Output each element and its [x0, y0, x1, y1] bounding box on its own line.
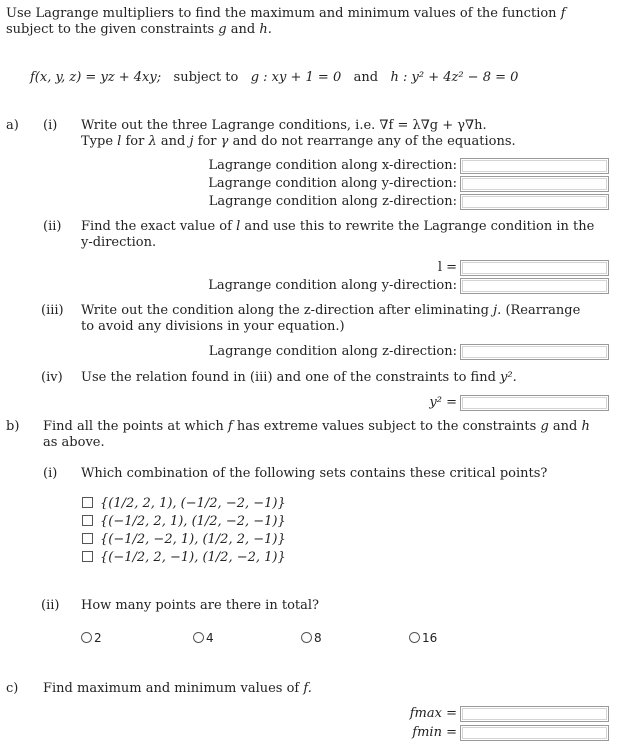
checkbox[interactable] [82, 551, 93, 562]
cond-x-input[interactable] [460, 158, 609, 174]
part-c-line1: Find maximum and minimum values of f. [43, 681, 312, 696]
part-b-label: b) [6, 419, 20, 434]
part-a-ii-line1: Find the exact value of l and use this to rewrite the Lagrange condition in the [81, 219, 595, 234]
count-option-16[interactable]: 16 [409, 630, 437, 646]
radio-button[interactable] [193, 632, 204, 643]
part-a-iv-label: (iv) [41, 370, 63, 385]
l-eq-label: l = [437, 260, 457, 275]
part-a-i-line1: Write out the three Lagrange conditions, i.e. ∇f = λ∇g + γ∇h. [81, 118, 487, 133]
part-b-i-label: (i) [43, 466, 58, 481]
part-b-line2: as above. [43, 435, 105, 450]
part-b-line1: Find all the points at which f has extreme values subject to the constraints g and h [43, 419, 590, 434]
cond-z-eliminated-label: Lagrange condition along z-direction: [208, 344, 457, 359]
cond-y-rewritten-input[interactable] [460, 278, 609, 294]
part-a-ii-line2: y-direction. [81, 235, 157, 250]
part-a-ii-label: (ii) [43, 219, 62, 234]
part-b-ii-label: (ii) [41, 598, 60, 613]
part-a-i-label: (i) [43, 118, 58, 133]
part-a-iii-line1: Write out the condition along the z-direction after eliminating j. (Rearrange [81, 303, 581, 318]
checkbox[interactable] [82, 497, 93, 508]
intro-line-1: Use Lagrange multipliers to find the maximum and minimum values of the function f [6, 6, 566, 21]
part-a-i-line2: Type l for λ and j for γ and do not rearrange any of the equations. [81, 134, 516, 149]
problem-statement: f(x, y, z) = yz + 4xy; subject to g : xy + 1 = 0 and h : y² + 4z² − 8 = 0 [30, 70, 519, 85]
set-option-4[interactable]: {(−1/2, 2, −1), (1/2, −2, 1)} [82, 550, 286, 566]
y2-input[interactable] [460, 395, 609, 411]
cond-z-input[interactable] [460, 194, 609, 210]
cond-z-eliminated-input[interactable] [460, 344, 609, 360]
y2-eq-label: y² = [429, 395, 457, 410]
count-option-2[interactable]: 2 [81, 630, 102, 646]
set-option-1[interactable]: {(1/2, 2, 1), (−1/2, −2, −1)} [82, 496, 286, 512]
set-option-3[interactable]: {(−1/2, −2, 1), (1/2, 2, −1)} [82, 532, 286, 548]
cond-y-label: Lagrange condition along y-direction: [208, 176, 457, 191]
count-option-8[interactable]: 8 [301, 630, 322, 646]
cond-z-label: Lagrange condition along z-direction: [208, 194, 457, 209]
checkbox[interactable] [82, 515, 93, 526]
count-option-4[interactable]: 4 [193, 630, 214, 646]
part-a-iii-label: (iii) [41, 303, 64, 318]
radio-button[interactable] [301, 632, 312, 643]
l-input[interactable] [460, 260, 609, 276]
radio-button[interactable] [409, 632, 420, 643]
cond-y-rewritten-label: Lagrange condition along y-direction: [208, 278, 457, 293]
fmax-input[interactable] [460, 706, 609, 722]
fmin-input[interactable] [460, 725, 609, 741]
part-b-ii-question: How many points are there in total? [81, 598, 319, 613]
part-a-label: a) [6, 118, 19, 133]
intro-line-2: subject to the given constraints g and h. [6, 22, 272, 37]
set-option-2[interactable]: {(−1/2, 2, 1), (1/2, −2, −1)} [82, 514, 286, 530]
fmax-label: fmax = [409, 706, 457, 721]
checkbox[interactable] [82, 533, 93, 544]
cond-x-label: Lagrange condition along x-direction: [208, 158, 457, 173]
part-a-iv-line1: Use the relation found in (iii) and one of the constraints to find y². [81, 370, 517, 385]
fmin-label: fmin = [412, 725, 457, 740]
part-a-iii-line2: to avoid any divisions in your equation.) [81, 319, 345, 334]
part-c-label: c) [6, 681, 19, 696]
cond-y-input[interactable] [460, 176, 609, 192]
radio-button[interactable] [81, 632, 92, 643]
part-b-i-question: Which combination of the following sets contains these critical points? [81, 466, 548, 481]
